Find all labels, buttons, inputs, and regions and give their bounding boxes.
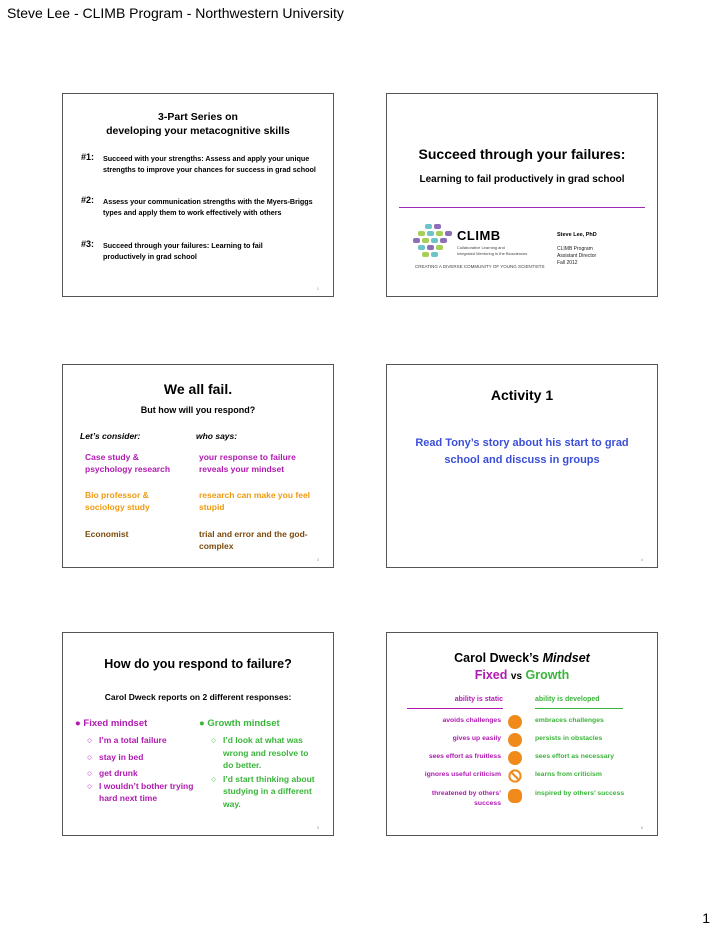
slide5-fixed-item: I wouldn’t bother trying hard next time [99,780,194,803]
obstacle-icon [508,733,522,747]
slide1-item2-text: Assess your communication strengths with the Myers-Briggs types and apply them to work effectively with others [103,197,313,217]
climb-logo-sub1: Collaborative Learning and [457,245,505,250]
slide5-intro: Carol Dweck reports on 2 different responses: [104,692,292,702]
slide3-number: 3 [316,557,319,562]
slide2-role2: Assistant Director [557,253,597,259]
criticism-icon [508,769,522,783]
slide5-growth-item: I’d look at what was wrong and resolve to do better. [223,735,309,770]
slide-2 [386,93,658,297]
slide-5 [62,632,334,836]
document-header: Steve Lee - CLIMB Program - Northwestern University [7,5,344,21]
slide6-vs: vs [510,671,523,682]
slide2-author: Steve Lee, PhD [557,232,597,238]
slide-3 [62,364,334,568]
slide2-title: Succeed through your failures: [418,146,626,162]
slide3-subtitle: But how will you respond? [140,405,256,415]
slide2-subtitle: Learning to fail productively in grad school [419,174,625,185]
slide5-growth-head-text: Growth mindset [207,718,280,729]
slide6-row-left: gives up easily [452,735,501,742]
slide6-row-left: avoids challenges [442,717,501,724]
slide6-left-head: ability is static [454,696,503,703]
slide5-growth-head: ● Growth mindset [199,718,280,729]
slide6-row-left: ignores useful criticism [424,771,501,778]
slide1-item1-num: #1: [81,152,95,162]
slide5-fixed-list: ○ I’m a total failure ○ stay in bed ○ get drunk ○ I wouldn’t bother trying hard next time [87,734,197,805]
success-icon [508,789,522,803]
slide5-fixed-item: get drunk [99,768,138,778]
slide3-row1-left: Case study & psychology research [85,452,171,474]
challenge-icon [508,715,522,729]
page-number: 1 [702,910,710,926]
slide6-subtitle [387,668,657,682]
slide5-fixed-head-text: Fixed mindset [83,718,148,729]
slide6-row-right: inspired by others’ success [535,790,625,797]
slide3-row2-right: research can make you feel stupid [199,490,311,512]
slide6-right-underline [535,708,623,709]
slide1-item3-text: Succeed through your failures: Learning to fail productively in grad school [103,241,263,261]
slide6-title-italic: Mindset [542,651,590,665]
slide3-row3-left: Economist [85,529,129,539]
slide5-fixed-head: ● Fixed mindset [75,718,148,729]
slide6-right-head: ability is developed [535,696,600,703]
slide1-item1-text: Succeed with your strengths: Assess and apply your unique strengths to improve your chances for success in grad school [103,154,316,174]
slide6-row-left: threatened by others’ success [431,790,501,807]
slide3-row2-left: Bio professor & sociology study [85,490,150,512]
slide2-role1: CLIMB Program [557,246,593,252]
slide1-title-line2: developing your metacognitive skills [106,125,290,137]
slide6-fixed: Fixed [474,668,508,682]
slide5-fixed-item: I’m a total failure [99,735,167,745]
slide-1 [62,93,334,297]
slide6-row-right: sees effort as necessary [535,753,614,760]
slide4-body: Read Tony’s story about his start to grad school and discuss in groups [415,437,629,466]
slide3-title: We all fail. [163,381,233,397]
slide6-title [387,651,657,665]
slide5-number: 5 [316,825,319,830]
slide6-left-underline [407,708,503,709]
slide5-growth-list: ○ I’d look at what was wrong and resolve to do better. ○ I’d start thinking about studying in a different way. [211,735,315,809]
slide6-number: 6 [640,825,643,830]
slide5-title: How do you respond to failure? [104,657,292,671]
climb-logo-icon [411,222,457,264]
slide3-row3-right: trial and error and the god-complex [199,529,308,551]
slide1-item2-num: #2: [81,195,95,205]
slide6-row-right: learns from criticism [535,771,602,778]
slide6-growth: Growth [525,668,570,682]
slide-4 [386,364,658,568]
slide2-term: Fall 2012 [557,260,578,266]
effort-icon [508,751,522,765]
slide4-title: Activity 1 [490,387,554,403]
climb-logo-name: CLIMB [457,228,501,243]
slide6-row-right: persists in obstacles [535,735,603,742]
slide6-row-right: embraces challenges [535,717,604,724]
slide3-row1-right: your response to failure reveals your mindset [199,452,296,474]
slide3-col2-head: who says: [196,431,238,441]
slide1-number: 1 [316,286,319,291]
slide4-number: 4 [640,557,643,562]
slide1-title-line1: 3-Part Series on [158,111,238,123]
slide6-row-left: sees effort as fruitless [428,753,501,760]
slide-6 [386,632,658,836]
slide5-fixed-item: stay in bed [99,751,144,762]
slide5-growth-item: I’d start thinking about studying in a different way. [223,773,315,809]
slide1-item3-num: #3: [81,239,95,249]
climb-tagline: CREATING A DIVERSE COMMUNITY OF YOUNG SCIENTISTS [415,264,545,269]
slide2-divider [399,207,645,208]
slide6-title-plain: Carol Dweck’s [454,651,543,665]
climb-logo-sub2: Integrated Mentoring in the Biosciences [457,251,528,256]
slide3-col1-head: Let’s consider: [80,431,141,441]
